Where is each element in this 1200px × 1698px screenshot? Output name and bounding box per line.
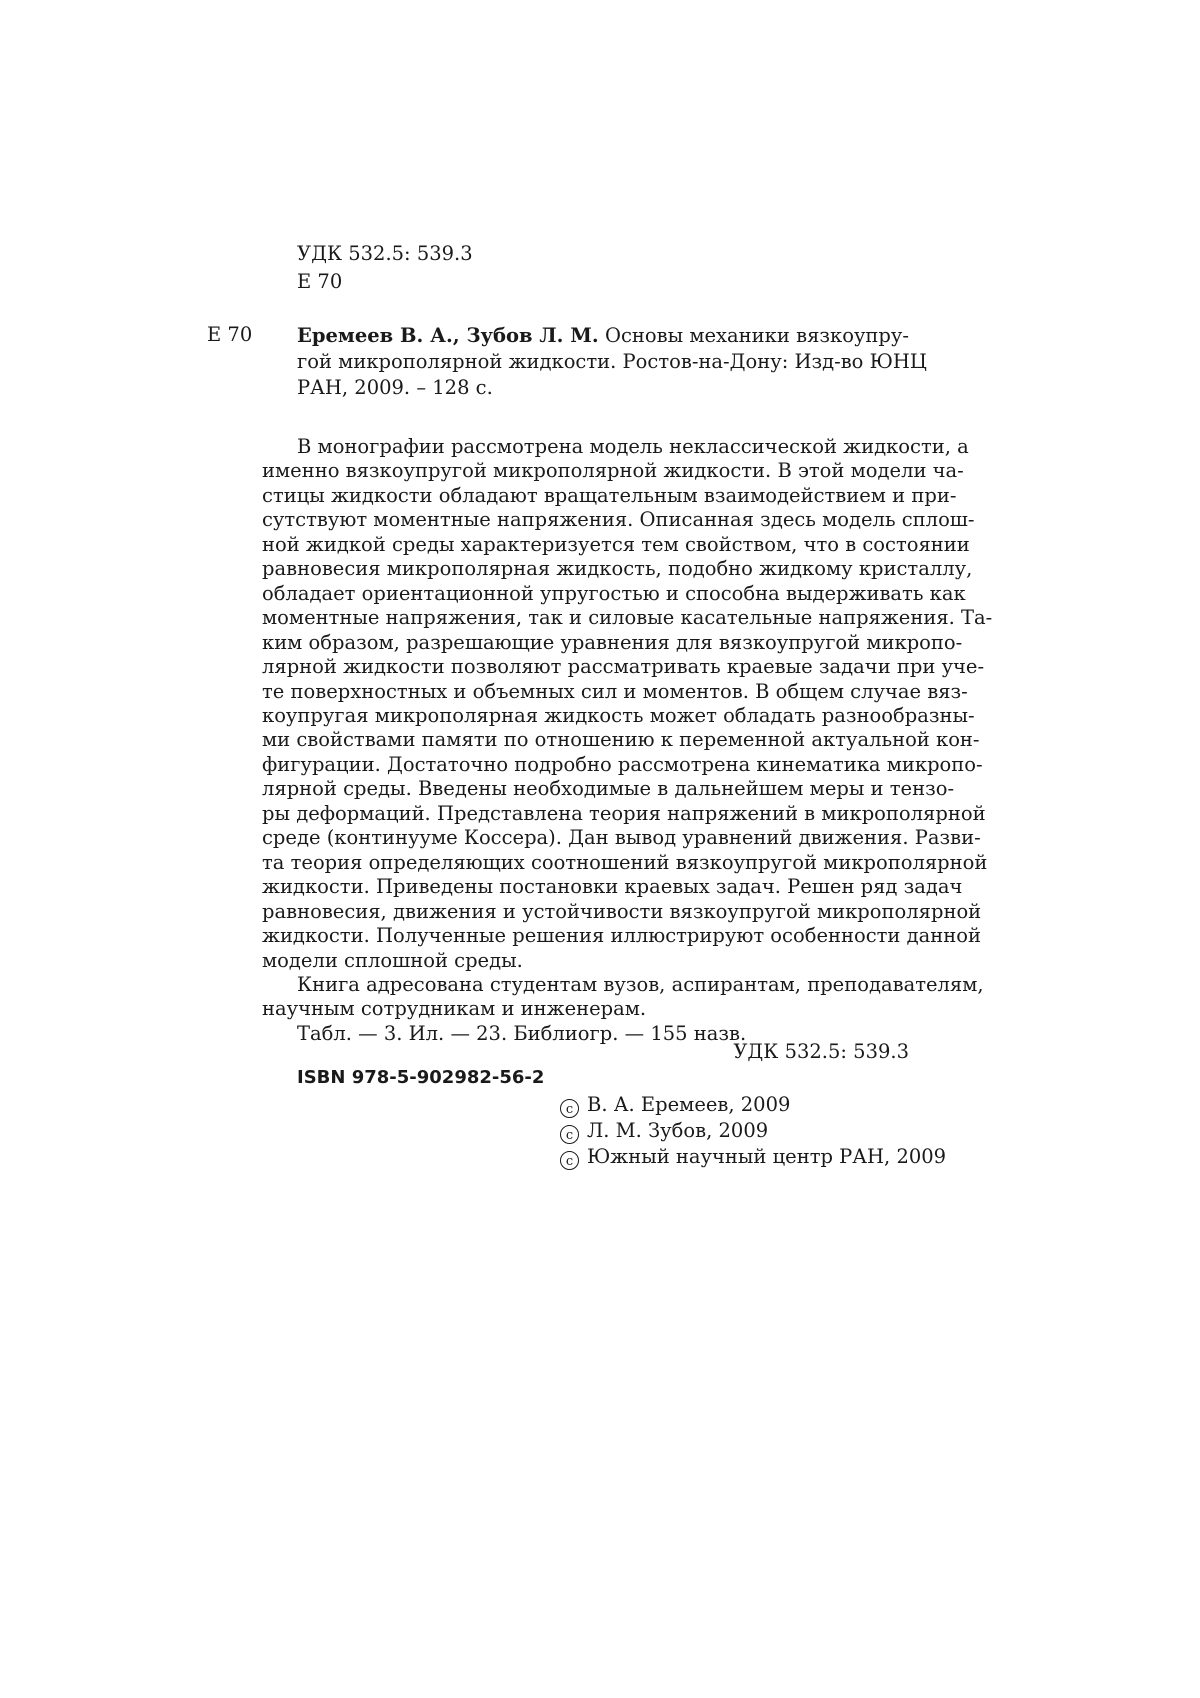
bibliographic-entry	[297, 323, 927, 401]
library-code-top: Е 70	[297, 270, 343, 293]
abstract-line: равновесия, движения и устойчивости вязкоупругой микрополярной	[262, 899, 982, 923]
abstract-line: ры деформаций. Представлена теория напряжений в микрополярной	[262, 801, 986, 825]
abstract-line: ми свойствами памяти по отношению к переменной актуальной кон-	[262, 728, 980, 752]
abstract	[262, 435, 993, 1046]
abstract-line: сутствуют моментные напряжения. Описанная здесь модель сплош-	[262, 508, 975, 532]
abstract-line: моментные напряжения, так и силовые касательные напряжения. Та-	[262, 606, 993, 630]
abstract-line: стицы жидкости обладают вращательным взаимодействием и при-	[262, 483, 957, 507]
entry-authors: Еремеев В. А., Зубов Л. М.	[297, 324, 599, 347]
udk-code-top: УДК 532.5: 539.3	[297, 242, 473, 265]
copyright-line	[560, 1118, 946, 1144]
abstract-line: научным сотрудникам и инженерам.	[262, 997, 647, 1021]
abstract-line: лярной жидкости позволяют рассматривать краевые задачи при уче-	[262, 655, 985, 679]
abstract-line: та теория определяющих соотношений вязкоупругой микрополярной	[262, 850, 988, 874]
abstract-line: жидкости. Приведены постановки краевых задач. Решен ряд задач	[262, 875, 963, 899]
copyright-icon: c	[560, 1099, 579, 1118]
entry-title-start: Основы механики вязкоупру-	[604, 324, 909, 347]
abstract-line: именно вязкоупругой микрополярной жидкости. В этой модели ча-	[262, 459, 964, 483]
copyright-icon: c	[560, 1125, 579, 1144]
copyright-line	[560, 1092, 946, 1118]
abstract-line: среде (континууме Коссера). Дан вывод уравнений движения. Разви-	[262, 826, 981, 850]
abstract-line: фигурации. Достаточно подробно рассмотрена кинематика микропо-	[262, 752, 983, 776]
abstract-line: ной жидкой среды характеризуется тем свойством, что в состоянии	[262, 532, 970, 556]
entry-line-2: гой микрополярной жидкости. Ростов-на-Дону: Изд-во ЮНЦ	[297, 350, 927, 373]
abstract-line: Книга адресована студентам вузов, аспирантам, преподавателям,	[297, 972, 984, 996]
abstract-line: ким образом, разрешающие уравнения для вязкоупругой микропо-	[262, 630, 963, 654]
copyright-icon: c	[560, 1151, 579, 1170]
abstract-line: коупругая микрополярная жидкость может обладать разнообразны-	[262, 703, 975, 727]
abstract-line: жидкости. Полученные решения иллюстрируют особенности данной	[262, 924, 981, 948]
copyright-block	[560, 1092, 946, 1170]
udk-code-bottom: УДК 532.5: 539.3	[733, 1040, 909, 1063]
entry-line-3: РАН, 2009. – 128 с.	[297, 376, 493, 399]
copyright-line	[560, 1144, 946, 1170]
entry-line-1	[297, 323, 909, 349]
abstract-line: Табл. — 3. Ил. — 23. Библиогр. — 155 назв.	[297, 1021, 747, 1045]
isbn: ISBN 978-5-902982-56-2	[297, 1067, 545, 1088]
copyright-holder: В. А. Еремеев, 2009	[587, 1093, 791, 1116]
entry-label: Е 70	[207, 323, 253, 346]
abstract-line: обладает ориентационной упругостью и способна выдерживать как	[262, 581, 966, 605]
copyright-holder: Л. М. Зубов, 2009	[587, 1119, 769, 1142]
abstract-line: модели сплошной среды.	[262, 948, 523, 972]
abstract-line: те поверхностных и объемных сил и моментов. В общем случае вяз-	[262, 679, 968, 703]
abstract-line: лярной среды. Введены необходимые в дальнейшем меры и тензо-	[262, 777, 955, 801]
copyright-holder: Южный научный центр РАН, 2009	[587, 1145, 947, 1168]
abstract-line: В монографии рассмотрена модель неклассической жидкости, а	[297, 435, 969, 458]
abstract-line: равновесия микрополярная жидкость, подобно жидкому кристаллу,	[262, 557, 973, 581]
